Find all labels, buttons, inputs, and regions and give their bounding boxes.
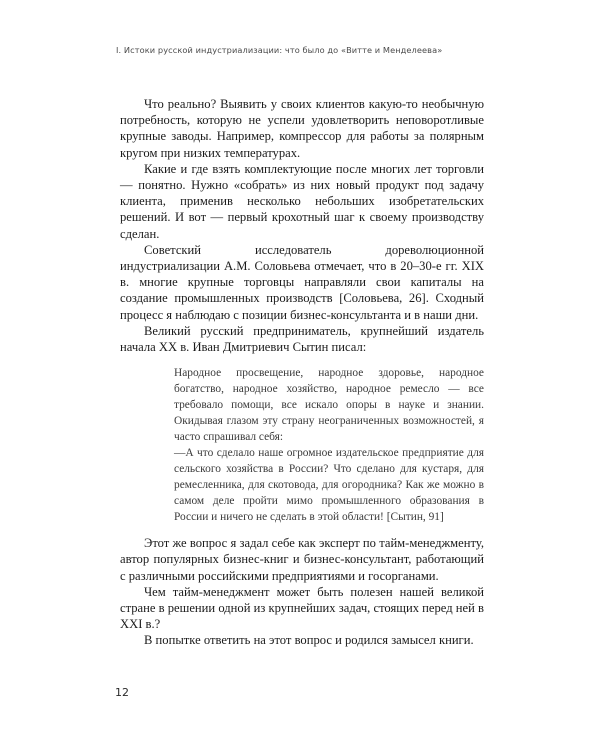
running-header: I. Истоки русской индустриализации: что было до «Витте и Менделеева» — [116, 45, 443, 55]
main-text — [120, 96, 484, 649]
quote-paragraph: Народное просвещение, народное здоровье, народное богатство, народное хозяйство, народное ремесло — все требовало помощи, все искало опоры в науке и знании. Окидывая глазом эту страну неограниченных возможностей, я часто спрашивал себя: — [174, 367, 484, 444]
paragraph: Этот же вопрос я задал себе как эксперт по тайм-менеджменту, автор популярных бизнес-книг и бизнес-консультант, работающий с различными российскими предприятиями и госорганами. — [120, 536, 484, 583]
paragraph: Что реально? Выявить у своих клиентов какую-то необычную потребность, которую не успели удовлетворить неповоротливые крупные заводы. Например, компрессор для работы за полярным кругом при низких температурах. — [120, 97, 484, 160]
paragraph: Какие и где взять комплектующие после многих лет торговли — понятно. Нужно «собрать» из них новый продукт под задачу клиента, применив несколько небольших изобретательских решений. И вот — первый крохотный шаг к своему производству сделан. — [120, 161, 484, 241]
paragraph: Чем тайм-менеджмент может быть полезен нашей великой стране в решении одной из крупнейших задач, стоящих перед ней в XXI в.? — [120, 584, 484, 632]
paragraph: В попытке ответить на этот вопрос и родился замысел книги. — [144, 633, 474, 648]
paragraph: Великий русский предприниматель, крупнейший издатель начала XX в. Иван Дмитриевич Сытин писал: — [120, 323, 484, 355]
paragraph: Советский исследователь дореволюционной индустриализации А.М. Соловьева отмечает, что в 20–30-е гг. XIX в. многие крупные торговцы направляли свои капиталы на создание промышленных производств [Соловьева, 26]. Сходный процесс я наблюдаю с позиции бизнес-консультанта и в наши дни. — [120, 242, 484, 322]
quote-paragraph: —А что сделало наше огромное издательское предприятие для сельского хозяйства в России? Что сделано для кустаря, для ремесленника, для скотовода, для огородника? Как же можно в самом деле пройти мимо промышленного образования в России и ничего не сделать в этой области! [Сытин, 91] — [174, 447, 484, 524]
block-quote — [174, 365, 484, 525]
page-number: 12 — [115, 686, 129, 699]
